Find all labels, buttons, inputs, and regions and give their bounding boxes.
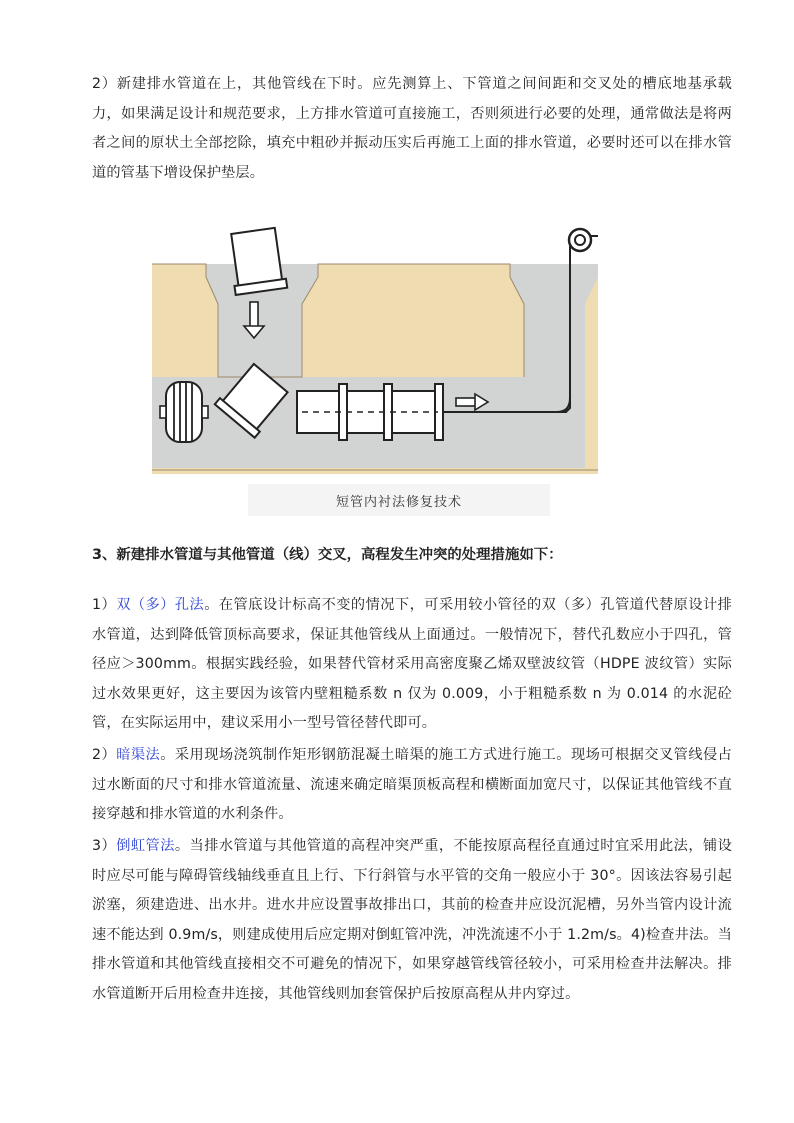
method-description: 。当排水管道与其他管道的高程冲突严重，不能按原高程径直通过时宜采用此法，铺设时应尽可能与障碍管线轴线垂直且上行、下行斜管与水平管的交角一般应小于 30°。因该法容易引起淤塞，须建造进、出水井。进水井应设置事故排出口，其前的检查井应设沉泥槽，另外当管内设计流速不能达到 0.9m/s，则建成使用后应定期对倒虹管冲洗，冲洗流速不小于 1.2m/s。4)检查井法。当排水管道和其他管线直接相交不可避免的情况下，如果穿越管线管径较小，可采用检查井法解决。排水管道断开后用检查井连接，其他管线则加套管保护后按原高程从井内穿过。 [92,838,733,1002]
pulley-icon [569,229,591,251]
section-heading: 3、新建排水管道与其他管道（线）交叉，高程发生冲突的处理措施如下： [92,547,563,563]
method-term-link[interactable]: 双（多）孔法 [116,597,205,613]
method-term-link[interactable]: 倒虹管法 [116,838,175,854]
paragraph-new-drain-above: 2）新建排水管道在上，其他管线在下时。应先测算上、下管道之间间距和交叉处的槽底地基承载力，如果满足设计和规范要求，上方排水管道可直接施工，否则须进行必要的处理，通常做法是将两者之间的原状土全部挖除，填充中粗砂并振动压实后再施工上面的排水管道，必要时还可以在排水管道的管基下增设保护垫层。 [92,76,732,181]
item-number: 3） [92,838,117,854]
method-description: 。在管底设计标高不变的情况下，可采用较小管径的双（多）孔管道代替原设计排水管道，达到降低管顶标高要求，保证其他管线从上面通过。一般情况下，替代孔数应小于四孔，管径应＞300mm。根据实践经验，如果替代管材采用高密度聚乙烯双壁波纹管（HDPE 波纹管）实际过水效果更好，这主要因为该管内壁粗糙系数 n 仅为 0.009，小于粗糙系数 n 为 0.014 的水泥砼管，在实际运用中，建议采用小一型号管径替代即可。 [92,597,733,731]
winch-drum-icon [160,382,208,442]
paragraph-inverted-siphon-method [92,832,732,1009]
paragraph-culvert-method [92,741,732,830]
short-pipe-lining-diagram [152,222,598,516]
method-description: 。采用现场浇筑制作矩形钢筋混凝土暗渠的施工方式进行施工。现场可根据交叉管线侵占过水断面的尺寸和排水管道流量、流速来确定暗渠顶板高程和横断面加宽尺寸，以保证其他管线不直接穿越和排水管道的水利条件。 [92,747,733,822]
lined-pipe-train-icon [297,384,443,440]
method-term-link[interactable]: 暗渠法 [116,747,161,763]
new-pipe-section-icon [227,227,287,295]
item-number: 2） [92,747,117,763]
figure-caption: 短管内衬法修复技术 [335,495,463,510]
item-number: 1） [92,597,117,613]
paragraph-multi-hole-method [92,591,732,739]
